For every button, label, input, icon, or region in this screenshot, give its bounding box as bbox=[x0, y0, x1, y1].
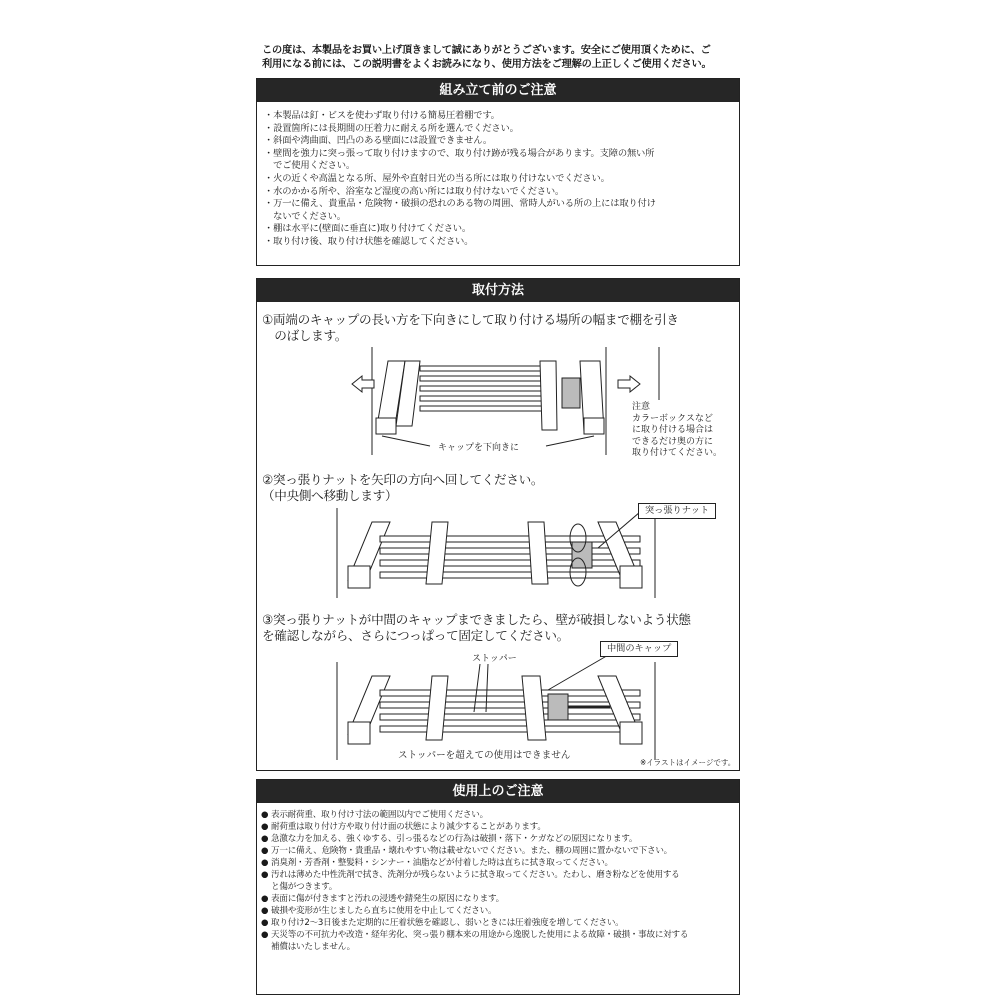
step2-line2: （中央側へ移動します） bbox=[262, 488, 398, 503]
bullet-icon: ● bbox=[261, 870, 269, 880]
usage-item: ● 耐荷重は取り付け方や取り付け面の状態により減少することがあります。 bbox=[261, 822, 546, 832]
step1-caution bbox=[632, 402, 722, 460]
usage-item: ● 消臭剤・芳香剤・整髪料・シンナー・油脂などが付着した時は直ちに拭き取ってください。 bbox=[261, 858, 613, 868]
shelf-rail bbox=[420, 366, 550, 371]
step3-line1: ③突っ張りナットが中間のキャップまできましたら、壁が破損しないよう状態 bbox=[262, 612, 691, 627]
note-line: ・斜面や湾曲面、凹凸のある壁面には設置できません。 bbox=[264, 135, 492, 147]
arrow-left-icon bbox=[352, 376, 374, 392]
arrow-right-icon bbox=[618, 376, 640, 392]
middle-cap-callout: 中間のキャップ bbox=[600, 641, 678, 657]
note-line: ないでください。 bbox=[264, 210, 346, 222]
shelf-rail bbox=[420, 386, 550, 391]
caution-line: に取り付ける場合は bbox=[632, 425, 714, 435]
bullet-icon: ● bbox=[261, 834, 269, 844]
note-line: でご使用ください。 bbox=[264, 160, 355, 172]
shelf-rail bbox=[380, 572, 640, 578]
usage-item: ● 取り付け2～3日後また定期的に圧着状態を確認し、弱いときには圧着強度を増してください。 bbox=[261, 918, 624, 928]
note-line: ・取り付け後、取り付け状態を確認してください。 bbox=[264, 235, 474, 247]
illustration-note: ※イラストはイメージです。 bbox=[640, 758, 736, 767]
usage-item: ● 汚れは薄めた中性洗剤で拭き、洗剤分が残らないように拭き取ってください。たわし、磨き粉などを使用する bbox=[261, 870, 680, 880]
intro-line-2: 利用になる前には、この説明書をよくお読みになり、使用方法をご理解の上正しくご使用ください。 bbox=[262, 59, 712, 70]
tension-nut bbox=[572, 542, 592, 568]
end-cap-right-inner bbox=[540, 361, 557, 430]
middle-cap bbox=[528, 522, 548, 584]
caution-line: 取り付けてください。 bbox=[632, 448, 723, 458]
cap-foot bbox=[376, 418, 396, 434]
note-line: ・火の近くや高温となる所、屋外や直射日光の当る所には取り付けないでください。 bbox=[264, 172, 610, 184]
note-line: ・棚は水平に(壁面に垂直に)取り付けてください。 bbox=[264, 223, 471, 235]
bullet-icon: ● bbox=[261, 810, 269, 820]
usage-section bbox=[256, 779, 740, 995]
usage-title: 使用上のご注意 bbox=[257, 780, 739, 803]
shelf-rail bbox=[380, 714, 640, 720]
shelf-rail bbox=[420, 396, 550, 401]
usage-item: ● 表示耐荷重、取り付け寸法の範囲以内でご使用ください。 bbox=[261, 810, 488, 820]
note-line: ・万一に備え、貴重品・危険物・破損の恐れのある物の周囲、常時人がいる所の上には取り付け bbox=[264, 198, 656, 210]
pre-assembly-title: 組み立て前のご注意 bbox=[257, 79, 739, 102]
shelf-rail bbox=[380, 690, 640, 696]
bullet-icon: ● bbox=[261, 930, 269, 940]
cap-foot bbox=[584, 418, 604, 434]
caution-line: カラーボックスなど bbox=[632, 413, 713, 424]
shelf-rail bbox=[380, 726, 640, 732]
tension-nut bbox=[548, 694, 568, 720]
nut-block bbox=[562, 378, 580, 408]
shelf-rail bbox=[420, 376, 550, 381]
intro-line-1: この度は、本製品をお買い上げ頂きまして誠にありがとうございます。安全にご使用頂くために、ご bbox=[262, 45, 711, 56]
caution-line: できるだけ奥の方に bbox=[632, 436, 714, 447]
shelf-rail bbox=[420, 406, 550, 411]
bullet-icon: ● bbox=[261, 846, 269, 856]
pointer-line bbox=[548, 654, 610, 690]
usage-item: ● 表面に傷が付きますと汚れの浸透や錆発生の原因になります。 bbox=[261, 894, 504, 904]
bullet-icon: ● bbox=[261, 906, 269, 916]
bullet-icon: ● bbox=[261, 918, 269, 928]
note-line: ・設置箇所には長期間の圧着力に耐える所を選んでください。 bbox=[264, 122, 519, 134]
shelf-rail bbox=[380, 548, 640, 554]
caution-title: 注意 bbox=[632, 402, 651, 412]
bullet-icon: ● bbox=[261, 858, 269, 868]
bullet-icon: ● bbox=[261, 894, 269, 904]
stopper-label: ストッパー bbox=[472, 654, 517, 664]
step1-line2: のばします。 bbox=[262, 328, 348, 343]
bullet-icon: ● bbox=[261, 822, 269, 832]
pointer-line bbox=[382, 436, 430, 446]
usage-item-continued: と傷がつきます。 bbox=[271, 882, 338, 892]
note-line: ・壁間を強力に突っ張って取り付けますので、取り付け跡が残る場合があります。支障の無い所 bbox=[264, 147, 655, 159]
step2-line1: ②突っ張りナットを矢印の方向へ回してください。 bbox=[262, 472, 544, 487]
usage-item: ● 万一に備え、危険物・貴重品・壊れやすい物は載せないでください。また、棚の周囲に置かないで下さい。 bbox=[261, 846, 673, 856]
pointer-line bbox=[546, 436, 594, 446]
shelf-rail bbox=[380, 536, 640, 542]
shelf-rail bbox=[380, 560, 640, 566]
usage-item: ● 天災等の不可抗力や改造・経年劣化、突っ張り棚本来の用途から逸脱した使用による故障・破損・事故に対する bbox=[261, 930, 689, 940]
note-line: ・水のかかる所や、浴室など湿度の高い所には取り付けないでください。 bbox=[264, 185, 565, 197]
tension-nut-callout: 突っ張りナット bbox=[638, 503, 716, 519]
usage-notes bbox=[257, 803, 739, 953]
step1-line1: ①両端のキャップの長い方を下向きにして取り付ける場所の幅まで棚を引き bbox=[262, 312, 679, 327]
note-line: ・本製品は釘・ビスを使わず取り付ける簡易圧着棚です。 bbox=[264, 110, 500, 121]
usage-item-continued: 補償はいたしません。 bbox=[271, 942, 355, 952]
stopper-warning: ストッパーを超えての使用はできません bbox=[398, 750, 571, 761]
usage-item: ● 破損や変形が生じましたら直ちに使用を中止してください。 bbox=[261, 906, 497, 916]
usage-item: ● 急激な力を加える、強くゆする、引っ張るなどの行為は破損・落下・ケガなどの原因になります。 bbox=[261, 834, 638, 844]
cap-down-label: キャップを下向きに bbox=[438, 443, 520, 453]
install-title: 取付方法 bbox=[257, 279, 739, 302]
step3-line2: を確認しながら、さらにつっぱって固定してください。 bbox=[262, 628, 569, 643]
